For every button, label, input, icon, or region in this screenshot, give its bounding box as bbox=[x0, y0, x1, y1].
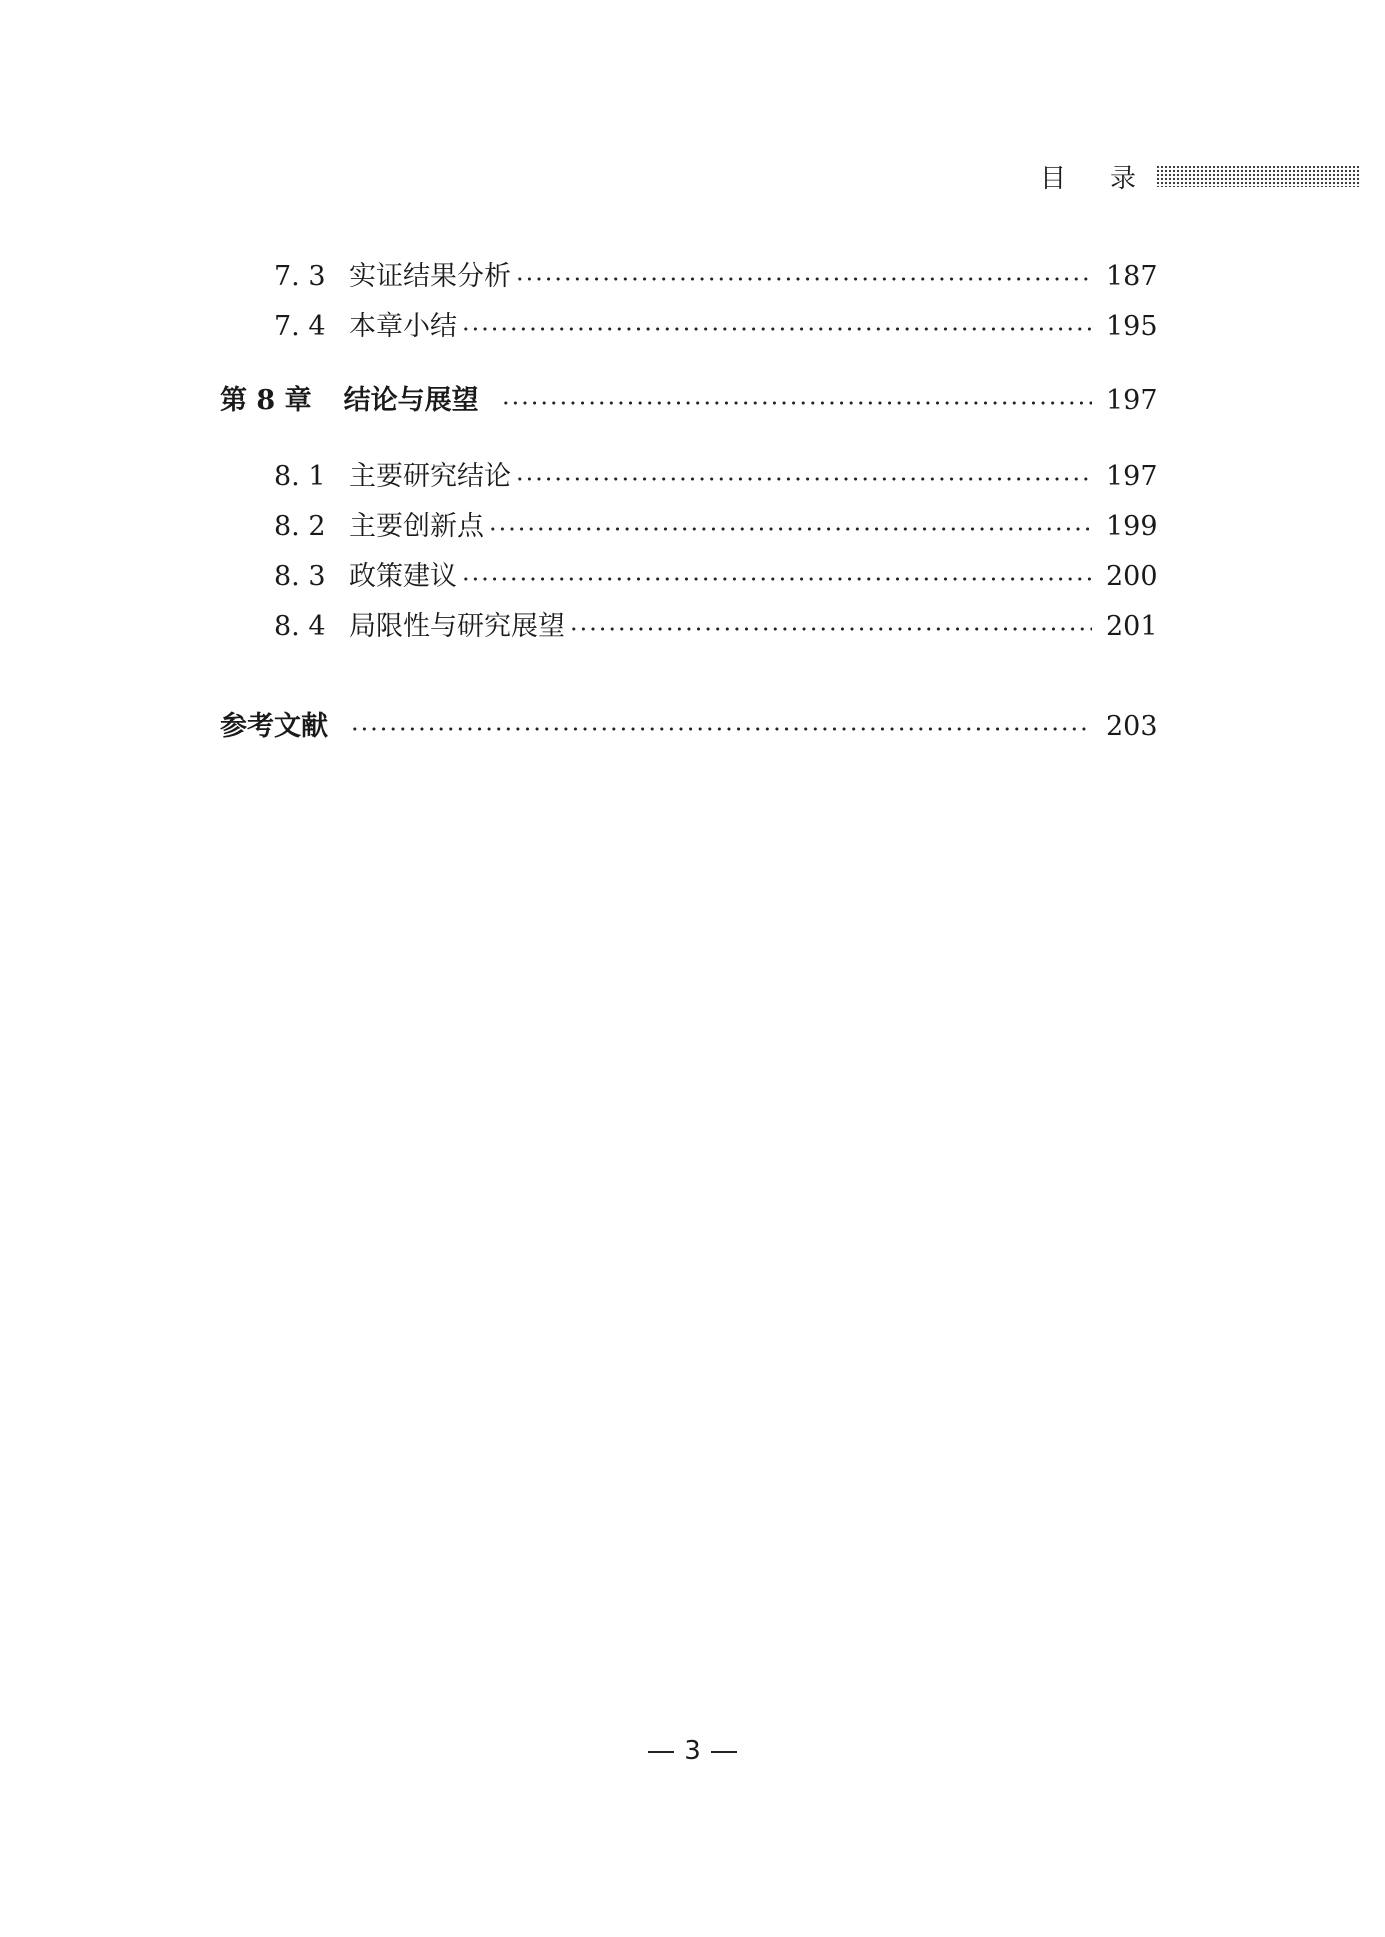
running-header bbox=[1040, 156, 1360, 196]
toc-entry-chapter-8[interactable] bbox=[220, 378, 1158, 418]
running-title: 目 录 bbox=[1040, 163, 1139, 194]
toc-entry-number: 8. 1 bbox=[274, 461, 326, 492]
folio-dash-right bbox=[711, 1751, 737, 1753]
toc-entry-page: 199 bbox=[1106, 511, 1158, 542]
toc-chapter-title: 参考文献 bbox=[220, 711, 328, 742]
toc-entry-8-1[interactable] bbox=[274, 454, 1158, 494]
header-ornament bbox=[1156, 165, 1360, 187]
toc-entry-title: 局限性与研究展望 bbox=[349, 611, 565, 642]
toc-entry-number: 8. 2 bbox=[274, 511, 326, 542]
toc-entry-page: 197 bbox=[1106, 461, 1158, 492]
toc-entry-7-4[interactable] bbox=[274, 304, 1158, 344]
leader-dots bbox=[350, 727, 1092, 731]
leader-dots bbox=[461, 327, 1092, 331]
toc-entry-title: 本章小结 bbox=[349, 311, 457, 342]
toc-entry-page: 197 bbox=[1106, 385, 1158, 416]
toc-entry-title: 主要创新点 bbox=[349, 511, 484, 542]
leader-dots bbox=[515, 277, 1092, 281]
toc-entry-page: 187 bbox=[1106, 261, 1158, 292]
page-number: 3 bbox=[684, 1736, 701, 1766]
toc-entry-8-4[interactable] bbox=[274, 604, 1158, 644]
toc-entry-number: 7. 3 bbox=[274, 261, 326, 292]
leader-dots bbox=[461, 577, 1092, 581]
toc-entry-page: 200 bbox=[1106, 561, 1158, 592]
toc-chapter-title: 结论与展望 bbox=[343, 385, 479, 416]
leader-dots bbox=[488, 527, 1092, 531]
toc-entry-page: 195 bbox=[1106, 311, 1158, 342]
toc-entry-title: 主要研究结论 bbox=[349, 461, 511, 492]
toc-entry-page: 201 bbox=[1106, 611, 1158, 642]
toc-entry-title: 政策建议 bbox=[349, 561, 457, 592]
folio-dash-left bbox=[648, 1751, 674, 1753]
leader-dots bbox=[515, 477, 1092, 481]
toc-entry-number: 8. 4 bbox=[274, 611, 326, 642]
toc-entry-title: 实证结果分析 bbox=[349, 261, 511, 292]
leader-dots bbox=[569, 627, 1092, 631]
leader-dots bbox=[501, 401, 1092, 405]
toc-entry-number: 7. 4 bbox=[274, 311, 326, 342]
toc-entry-8-3[interactable] bbox=[274, 554, 1158, 594]
toc-entry-page: 203 bbox=[1106, 711, 1158, 742]
page-footer bbox=[0, 1736, 1385, 1766]
toc-entry-references[interactable] bbox=[220, 704, 1158, 744]
toc-entry-number: 8. 3 bbox=[274, 561, 326, 592]
toc-entry-8-2[interactable] bbox=[274, 504, 1158, 544]
toc-chapter-number: 第 8 章 bbox=[220, 385, 312, 416]
toc-entry-7-3[interactable] bbox=[274, 254, 1158, 294]
